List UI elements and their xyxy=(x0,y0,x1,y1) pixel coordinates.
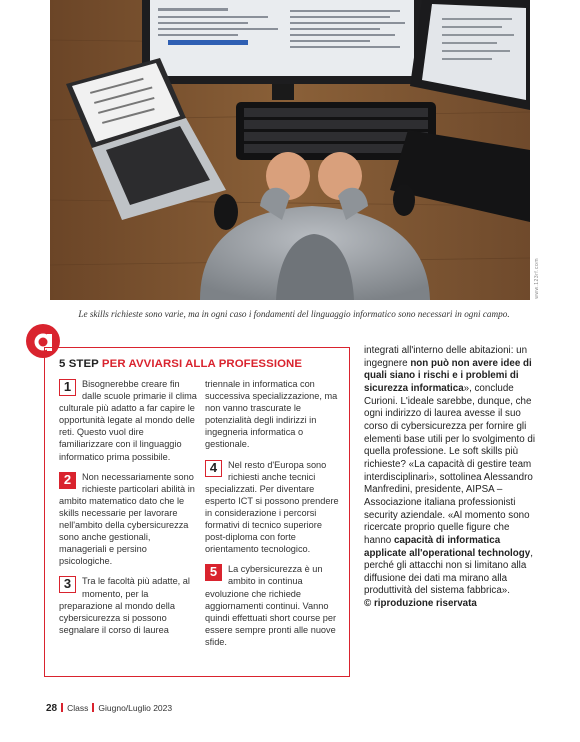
step-number: 2 xyxy=(59,472,76,489)
article-column xyxy=(364,345,536,611)
step-number: 4 xyxy=(205,460,222,477)
hero-photo xyxy=(50,0,530,300)
step-text: Bisognerebbe creare fin dalle scuole primarie il clima culturale più adatto a far capire le opportunità legate al mondo delle reti. Questo vuol dire familiarizzare con il linguaggio informatico prima possibile. xyxy=(59,379,197,462)
step-5 xyxy=(205,563,343,648)
article-highlight: capacità di informatica applicate all'operational technology xyxy=(364,534,531,559)
copyright-notice: © riproduzione riservata xyxy=(364,598,477,610)
step-number: 3 xyxy=(59,576,76,593)
step-1 xyxy=(59,378,197,463)
step-text: Nel resto d'Europa sono richiesti anche tecnici specializzati. Per diventare esperto ICT si possono prendere in considerazione i percorsi formativi di tecnico superiore post-diploma con forte orientamento tecnologico. xyxy=(205,459,339,555)
steps-box xyxy=(44,347,350,677)
right-mouse xyxy=(393,184,415,216)
step-number: 1 xyxy=(59,379,76,396)
footer-divider xyxy=(92,703,94,712)
article-text: integrati all'interno delle abitazioni: un ingegnere xyxy=(364,345,528,369)
photo-credit: www.123rf.com xyxy=(534,258,540,299)
step-text: La cybersicurezza è un ambito in continua evoluzione che richiede aggiornamenti continui. Vanno quindi effettuati short course per essere sempre pronti alle nuove sfide. xyxy=(205,564,337,647)
magazine-name: Class xyxy=(67,703,89,713)
article-text: , perché gli attacchi non si limitano alla diffusione dei dati ma mirano alla produttività del sistema fabbrica». xyxy=(364,547,533,597)
photo-caption: Le skills richieste sono varie, ma in ogni caso i fondamenti del linguaggio informatico sono necessari in ogni campo. xyxy=(78,309,510,319)
step-4 xyxy=(205,459,343,556)
step-3 xyxy=(59,575,197,635)
box-title-prefix: 5 STEP xyxy=(59,358,102,370)
step-2 xyxy=(59,471,197,568)
left-mouse xyxy=(214,194,238,230)
box-title-main: PER AVVIARSI ALLA PROFESSIONE xyxy=(101,358,303,370)
page-footer xyxy=(46,703,172,714)
steps-column-right xyxy=(205,378,343,656)
issue-date: Giugno/Luglio 2023 xyxy=(98,703,173,713)
article-highlight: non può non avere idee di quali siano i rischi e i problemi di sicurezza informatica xyxy=(364,357,532,394)
page-number: 28 xyxy=(46,703,58,714)
box-title xyxy=(59,358,302,370)
step-text: Non necessariamente sono richieste particolari abilità in ambito matematico dato che le skills necessarie per lavorare nell'ambito della cybersicurezza sono anche gestionali, manageriali e persino psicologiche. xyxy=(59,471,195,567)
step-number: 5 xyxy=(205,564,222,581)
article-text: », conclude Curioni. L'ideale sarebbe, dunque, che ogni indirizzo di laurea avesse il suo corso di cybersicurezza per fornire gli elementi base utili per lo svolgimento di quella professione. Le soft skills più richieste? «La capacità di gestire team interdisciplinari», sottolinea Alessandro Manfredini, presidente, AIPSA – Associazione italiana professionisti security aziendale. «Al momento sono ricercate proprio quelle figure che hanno xyxy=(364,382,535,546)
footer-divider xyxy=(61,703,63,712)
step-3-continuation: triennale in informatica con successiva specializzazione, ma non vanno trascurate le potenzialità degli indirizzi in ingegneria informatica o gestionale. xyxy=(205,379,338,450)
hacker-at-desk-illustration xyxy=(50,0,530,300)
steps-column-left xyxy=(59,378,197,644)
step-text: Tra le facoltà più adatte, al momento, per la preparazione al mondo della cybersicurezza si possono segnalare il corso di laurea xyxy=(59,576,190,635)
